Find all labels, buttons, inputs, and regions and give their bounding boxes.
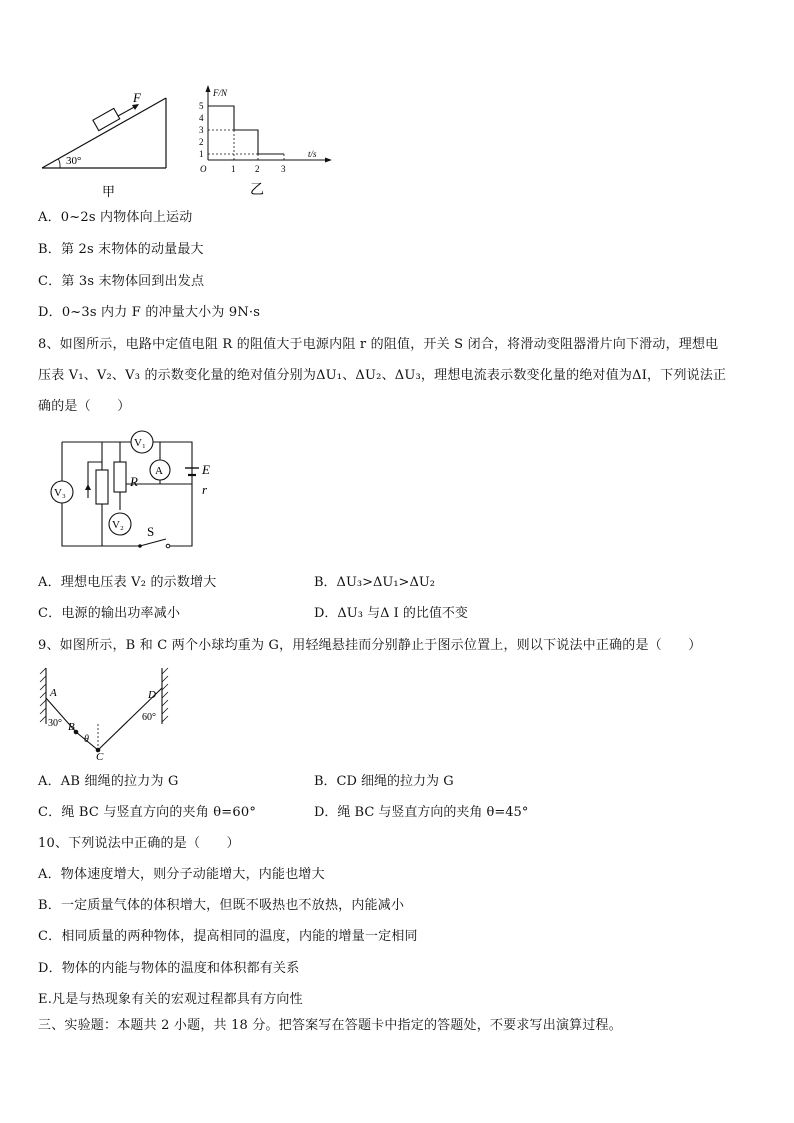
y-tick-2: 2 xyxy=(199,137,204,147)
y-tick-4: 4 xyxy=(199,113,204,123)
q9-option-c: C．绳 BC 与竖直方向的夹角 θ=60° xyxy=(38,805,257,820)
point-b-label: B xyxy=(68,721,75,733)
y-tick-5: 5 xyxy=(199,101,204,111)
x-tick-3: 3 xyxy=(281,164,286,174)
v2-label: V₂ xyxy=(112,519,124,531)
q8-option-b: B．ΔU₃>ΔU₁>ΔU₂ xyxy=(314,575,436,590)
force-label: F xyxy=(133,90,141,105)
incline-figure xyxy=(38,88,198,198)
q10-option-d: D．物体的内能与物体的温度和体积都有关系 xyxy=(38,961,300,976)
q8-stem-line2: 压表 V₁、V₂、V₃ 的示数变化量的绝对值分别为ΔU₁、ΔU₂、ΔU₃，理想电流表示数变化量的绝对值为ΔI，下列说法正 xyxy=(38,368,727,383)
angle-label: 30° xyxy=(66,155,82,167)
q9-stem: 9、如图所示，B 和 C 两个小球均重为 G，用轻绳悬挂而分别静止于图示位置上，则以下说法中正确的是（ ） xyxy=(38,638,702,653)
q8-stem-line3: 确的是（ ） xyxy=(38,399,131,414)
circuit-diagram xyxy=(46,428,226,552)
section-3-heading: 三、实验题：本题共 2 小题，共 18 分。把答案写在答题卡中指定的答题处，不要求写出演算过程。 xyxy=(38,1018,622,1033)
q8-stem-line1: 8、如图所示，电路中定值电阻 R 的阻值大于电源内阻 r 的阻值，开关 S 闭合，将滑动变阻器滑片向下滑动，理想电 xyxy=(38,337,719,352)
q8-option-c: C．电源的输出功率减小 xyxy=(38,606,181,621)
switch-label: S xyxy=(147,524,155,539)
angle-60-label: 60° xyxy=(142,712,156,723)
y-tick-1: 1 xyxy=(199,149,204,159)
block xyxy=(93,108,120,130)
point-c-label: C xyxy=(96,751,104,760)
force-time-graph xyxy=(196,82,336,200)
v1-label: V₁ xyxy=(134,437,146,449)
internal-resistance-label: r xyxy=(202,482,208,497)
x-tick-1: 1 xyxy=(231,164,236,174)
q8-option-d: D．ΔU₃ 与Δ I 的比值不变 xyxy=(314,606,468,621)
origin-label: O xyxy=(200,164,207,174)
emf-label: E xyxy=(202,462,210,477)
hanging-balls-figure xyxy=(38,660,170,760)
resistor-label: R xyxy=(130,474,138,489)
angle-30-label: 30° xyxy=(48,718,62,729)
point-d-label: D xyxy=(148,689,156,701)
q9-option-d: D．绳 BC 与竖直方向的夹角 θ=45° xyxy=(314,805,529,820)
q9-option-b: B．CD 细绳的拉力为 G xyxy=(314,774,454,789)
q7-option-a: A．0~2s 内物体向上运动 xyxy=(38,210,193,225)
v3-label: V₃ xyxy=(54,487,66,499)
x-axis-label: t/s xyxy=(308,149,317,159)
q7-option-d: D．0~3s 内力 F 的冲量大小为 9N·s xyxy=(38,305,261,320)
y-axis-label: F/N xyxy=(213,88,228,98)
ammeter-label: A xyxy=(155,465,163,477)
q7-option-b: B．第 2s 末物体的动量最大 xyxy=(38,242,204,257)
q10-option-c: C．相同质量的两种物体，提高相同的温度，内能的增量一定相同 xyxy=(38,929,418,944)
q9-option-a: A．AB 细绳的拉力为 G xyxy=(38,774,179,789)
theta-label: θ xyxy=(84,734,89,745)
q10-stem: 10、下列说法中正确的是（ ） xyxy=(38,836,240,851)
caption-jia: 甲 xyxy=(102,184,116,198)
q10-option-a: A．物体速度增大，则分子动能增大，内能也增大 xyxy=(38,867,325,882)
q7-option-c: C．第 3s 末物体回到出发点 xyxy=(38,274,205,289)
q10-option-b: B．一定质量气体的体积增大，但既不吸热也不放热，内能减小 xyxy=(38,898,405,913)
q10-option-e: E.凡是与热现象有关的宏观过程都具有方向性 xyxy=(38,992,303,1007)
q8-option-a: A．理想电压表 V₂ 的示数增大 xyxy=(38,575,217,590)
point-a-label: A xyxy=(50,687,57,699)
x-tick-2: 2 xyxy=(255,164,260,174)
caption-yi: 乙 xyxy=(250,183,264,198)
y-tick-3: 3 xyxy=(199,125,204,135)
